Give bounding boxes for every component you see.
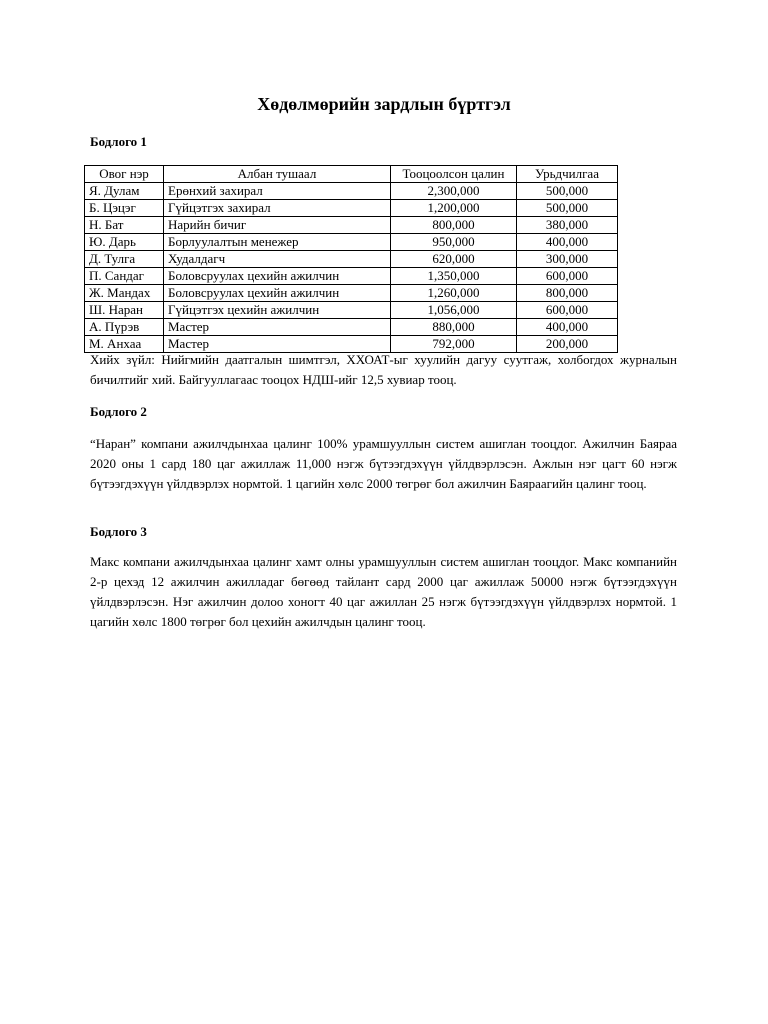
cell-position: Гүйцэтгэх цехийн ажилчин bbox=[164, 302, 391, 319]
cell-advance: 800,000 bbox=[517, 285, 618, 302]
cell-advance: 380,000 bbox=[517, 217, 618, 234]
cell-salary: 792,000 bbox=[391, 336, 517, 353]
cell-position: Нарийн бичиг bbox=[164, 217, 391, 234]
cell-salary: 2,300,000 bbox=[391, 183, 517, 200]
cell-advance: 300,000 bbox=[517, 251, 618, 268]
cell-advance: 600,000 bbox=[517, 268, 618, 285]
table-row bbox=[85, 285, 618, 302]
cell-position: Борлуулалтын менежер bbox=[164, 234, 391, 251]
column-header-salary: Тооцоолсон цалин bbox=[391, 166, 517, 183]
cell-name: Ю. Дарь bbox=[85, 234, 164, 251]
table-body bbox=[85, 183, 618, 353]
cell-position: Мастер bbox=[164, 336, 391, 353]
table-row bbox=[85, 234, 618, 251]
cell-advance: 500,000 bbox=[517, 200, 618, 217]
cell-name: М. Анхаа bbox=[85, 336, 164, 353]
problem-2-text: “Наран” компани ажилчдынхаа цалинг 100% урамшууллын систем ашиглан тооцдог. Ажилчин Баяраа 2020 оны 1 сард 180 цаг ажиллаж 11,000 нэгж бүтээгдэхүүн үйлдвэрлэсэн. Ажлын нэг цагт 60 нэгж бүтээгдэхүүн үйлдвэрлэх нормтой. 1 цагийн хөлс 2000 төгрөг бол ажилчин Баяраагийн цалинг тооц. bbox=[90, 436, 677, 491]
salary-table bbox=[84, 165, 618, 353]
column-header-position: Албан тушаал bbox=[164, 166, 391, 183]
table-row bbox=[85, 217, 618, 234]
cell-position: Боловсруулах цехийн ажилчин bbox=[164, 285, 391, 302]
cell-salary: 1,350,000 bbox=[391, 268, 517, 285]
cell-position: Гүйцэтгэх захирал bbox=[164, 200, 391, 217]
cell-advance: 400,000 bbox=[517, 234, 618, 251]
table-row bbox=[85, 302, 618, 319]
cell-position: Худалдагч bbox=[164, 251, 391, 268]
problem-2-heading: Бодлого 2 bbox=[90, 404, 147, 419]
cell-salary: 620,000 bbox=[391, 251, 517, 268]
cell-name: Ж. Мандах bbox=[85, 285, 164, 302]
cell-salary: 1,056,000 bbox=[391, 302, 517, 319]
cell-advance: 200,000 bbox=[517, 336, 618, 353]
problem-3-heading: Бодлого 3 bbox=[90, 524, 147, 539]
cell-salary: 880,000 bbox=[391, 319, 517, 336]
cell-name: А. Пүрэв bbox=[85, 319, 164, 336]
cell-position: Мастер bbox=[164, 319, 391, 336]
cell-position: Ерөнхий захирал bbox=[164, 183, 391, 200]
table-header-row bbox=[85, 166, 618, 183]
cell-advance: 500,000 bbox=[517, 183, 618, 200]
cell-salary: 950,000 bbox=[391, 234, 517, 251]
cell-name: П. Сандаг bbox=[85, 268, 164, 285]
cell-salary: 800,000 bbox=[391, 217, 517, 234]
cell-advance: 400,000 bbox=[517, 319, 618, 336]
cell-name: Н. Бат bbox=[85, 217, 164, 234]
problem-3-text: Макс компани ажилчдынхаа цалинг хамт олны урамшууллын систем ашиглан тооцдог. Макс компанийн 2-р цехэд 12 ажилчин ажилладаг бөгөөд тайлант сард 2000 цаг ажиллаж 50000 нэгж бүтээгдэхүүн үйлдвэрлэсэн. Нэг ажилчин долоо хоногт 40 цаг ажиллан 25 нэгж бүтээгдэхүүн үйлдвэрлэх нормтой. 1 цагийн хөлс 1800 төгрөг бол цехийн ажилчдын цалинг тооц. bbox=[90, 554, 677, 629]
column-header-advance: Урьдчилгаа bbox=[517, 166, 618, 183]
table-row bbox=[85, 200, 618, 217]
document-title: Хөдөлмөрийн зардлын бүртгэл bbox=[257, 94, 511, 114]
table-row bbox=[85, 251, 618, 268]
cell-name: Д. Тулга bbox=[85, 251, 164, 268]
problem-1-task: Хийх зүйл: Нийгмийн даатгалын шимтгэл, ХХОАТ-ыг хуулийн дагуу суутгаж, холбогдох журналын бичилтийг хий. Байгууллагаас тооцох НДШ-ийг 12,5 хувиар тооц. bbox=[90, 352, 677, 387]
cell-advance: 600,000 bbox=[517, 302, 618, 319]
cell-name: Б. Цэцэг bbox=[85, 200, 164, 217]
table-row bbox=[85, 319, 618, 336]
table-row bbox=[85, 183, 618, 200]
column-header-name: Овог нэр bbox=[85, 166, 164, 183]
cell-name: Ш. Наран bbox=[85, 302, 164, 319]
cell-salary: 1,260,000 bbox=[391, 285, 517, 302]
cell-salary: 1,200,000 bbox=[391, 200, 517, 217]
cell-name: Я. Дулам bbox=[85, 183, 164, 200]
table-row bbox=[85, 268, 618, 285]
cell-position: Боловсруулах цехийн ажилчин bbox=[164, 268, 391, 285]
problem-1-heading: Бодлого 1 bbox=[90, 134, 147, 149]
